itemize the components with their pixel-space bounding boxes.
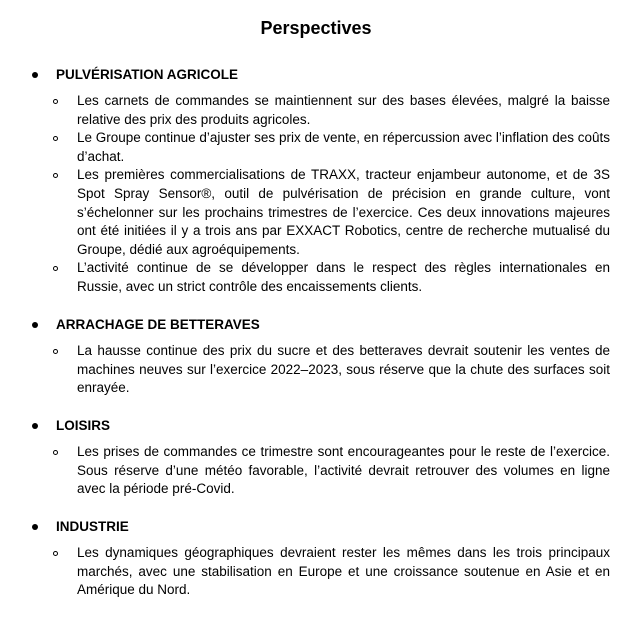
page-title: Perspectives (260, 18, 372, 38)
circle-bullet-icon (53, 173, 58, 178)
circle-bullet-icon (53, 450, 58, 455)
section-industrie (30, 517, 610, 600)
list-item (30, 443, 610, 499)
item-text: Les carnets de commandes se maintiennent sur des bases élevées, malgré la baisse relative des prix des produits agricoles. (77, 93, 610, 127)
item-text: L’activité continue de se développer dans le respect des règles internationales en Russie, avec un strict contrôle des encaissements clients. (77, 260, 610, 294)
section-heading (30, 517, 610, 537)
list-item (30, 129, 610, 166)
item-list (30, 342, 610, 398)
bullet-icon (32, 423, 38, 429)
section-heading (30, 416, 610, 436)
bullet-icon (32, 524, 38, 530)
bullet-icon (32, 72, 38, 78)
list-item (30, 342, 610, 398)
section-loisirs (30, 416, 610, 499)
item-text: Les dynamiques géographiques devraient rester les mêmes dans les trois principaux marchés, avec une stabilisation en Europe et une croissance soutenue en Asie et en Amérique du Nord. (77, 545, 610, 598)
section-title: LOISIRS (56, 418, 111, 433)
circle-bullet-icon (53, 266, 58, 271)
section-arrachage (30, 315, 610, 398)
circle-bullet-icon (53, 99, 58, 104)
list-item (30, 259, 610, 296)
item-text: Les prises de commandes ce trimestre sont encourageantes pour le reste de l’exercice. Sous réserve d’une météo favorable, l’activité devrait retrouver des volumes en ligne avec la période pré-Covid. (77, 444, 610, 497)
item-list (30, 443, 610, 499)
item-text: Les premières commercialisations de TRAXX, tracteur enjambeur autonome, et de 3S Spot Spray Sensor®, outil de pulvérisation de précision en grande culture, vont s’échelonner sur les prochains trimestres de l’exercice. Ces deux innovations majeures ont été initiées il y a trois ans par EXXACT Robotics, centre de recherche mutualisé du Groupe, dédié aux agroéquipements. (77, 167, 610, 257)
list-item (30, 92, 610, 129)
item-list (30, 544, 610, 600)
section-heading (30, 65, 610, 85)
list-item (30, 166, 610, 259)
circle-bullet-icon (53, 136, 58, 141)
section-heading (30, 315, 610, 335)
circle-bullet-icon (53, 551, 58, 556)
section-title: PULVÉRISATION AGRICOLE (56, 67, 239, 82)
section-pulverisation (30, 65, 610, 297)
item-text: Le Groupe continue d’ajuster ses prix de vente, en répercussion avec l’inflation des coûts d’achat. (77, 130, 610, 164)
section-title: INDUSTRIE (56, 519, 129, 534)
bullet-icon (32, 322, 38, 328)
item-list (30, 92, 610, 297)
item-text: La hausse continue des prix du sucre et des betteraves devrait soutenir les ventes de machines neuves sur l’exercice 2022–2023, sous réserve que la chute des surfaces soit enrayée. (77, 343, 610, 396)
list-item (30, 544, 610, 600)
section-title: ARRACHAGE DE BETTERAVES (56, 317, 260, 332)
circle-bullet-icon (53, 349, 58, 354)
